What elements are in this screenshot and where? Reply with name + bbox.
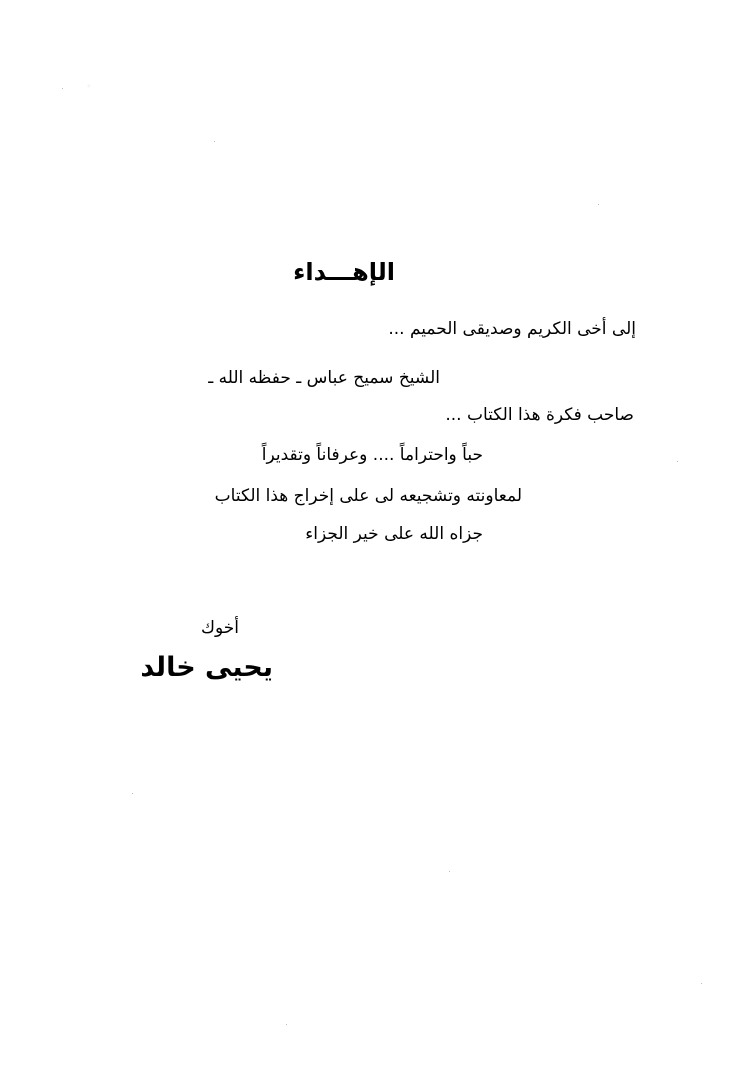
scan-speck bbox=[62, 88, 63, 89]
scan-speck bbox=[449, 871, 450, 872]
scan-speck bbox=[701, 983, 702, 984]
scan-speck bbox=[598, 204, 599, 205]
dedication-title: الإهـــداء bbox=[293, 258, 395, 286]
scan-speck bbox=[677, 461, 678, 462]
dedication-line-1: إلى أخى الكريم وصديقى الحميم ... bbox=[388, 319, 636, 339]
scan-speck bbox=[214, 141, 215, 142]
scan-speck bbox=[132, 793, 133, 794]
dedication-line-4: حباً واحتراماً .... وعرفاناً وتقديراً bbox=[261, 445, 483, 465]
dedication-line-5: لمعاونته وتشجيعه لى على إخراج هذا الكتاب bbox=[214, 486, 522, 506]
dedication-line-2: الشيخ سميح عباس ـ حفظه الله ـ bbox=[208, 368, 440, 388]
scan-speck bbox=[286, 1024, 287, 1025]
closing-word: أخوك bbox=[200, 618, 239, 638]
dedication-line-3: صاحب فكرة هذا الكتاب ... bbox=[445, 405, 634, 425]
author-signature: يحيى خالد bbox=[140, 652, 273, 683]
dedication-line-6: جزاه الله على خير الجزاء bbox=[305, 524, 483, 544]
